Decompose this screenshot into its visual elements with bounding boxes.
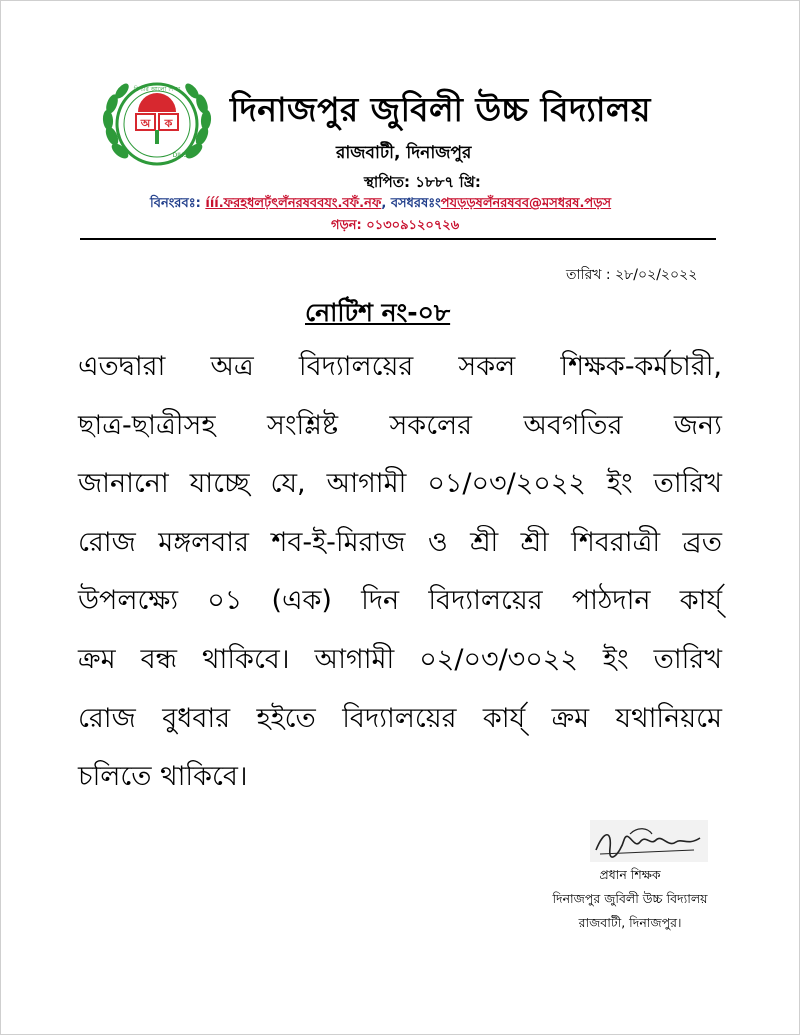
signatory-block [540,863,720,935]
school-name: দিনাজপুর জুবিলী উচ্চ বিদ্যালয় [230,90,651,129]
contact-prefix: বিনংরবঃ: [150,196,206,211]
notice-line: উপলক্ষ্যে ০১ (এক) দিন বিদ্যালয়ের পাঠদান কার্য্ [78,585,722,617]
logo-initial-right: ক [164,117,173,130]
website-link[interactable]: ííí.ফরহধলঢ়ঁৎলঁনরষববযং.বফঁ.নফ [205,196,382,211]
notice-line: রোজ মঙ্গলবার শব-ই-মিরাজ ও শ্রী শ্রী শিবরাত্রী ব্রত [78,526,722,558]
logo-initial-left: অ [140,117,151,130]
notice-title: নোটিশ নং-০৮ [305,298,451,327]
notice-line: ছাত্র-ছাত্রীসহ সংশ্লিষ্ট সকলের অবগতির জন্য [78,409,722,441]
notice-line: এতদ্বারা অত্র বিদ্যালয়ের সকল শিক্ষক-কর্মচারী, [78,351,722,382]
signatory-school: দিনাজপুর জুবিলী উচ্চ বিদ্যালয় [552,891,708,906]
contact-separator: , বসধরষঃ [381,196,441,211]
contact-line [150,194,611,215]
notice-body [78,338,722,807]
header-divider [80,238,716,240]
notice-line: জানানো যাচ্ছে যে, আগামী ০১/০৩/২০২২ ইং তারিখ [78,468,722,500]
notice-line: রোজ বুধবার হইতে বিদ্যালয়ের কার্য্ ক্রম যথানিয়মে [78,702,722,734]
notice-line: চলিতে থাকিবে। [78,761,248,793]
school-place: রাজবাটী, দিনাজপুর [336,143,472,163]
signatory-designation: প্রধান শিক্ষক [599,867,661,882]
logo-top-text: বিদ্যার আলো শিক্ষা [133,86,181,93]
established-year: স্থাপিত: ১৮৮৭ খ্রি: [364,173,481,191]
notice-line: ক্রম বন্ধ থাকিবে। আগামী ০২/০৩/৩০২২ ইং তারিখ [78,643,722,675]
notice-date: তারিখ : ২৮/০২/২০২২ [566,267,698,283]
logo-bottom-text: DJHS [172,152,188,159]
headmaster-signature [590,820,708,862]
school-logo [98,74,216,174]
email-link[interactable]: ংপযড়ড়ষলঁনরষবব@মসধরষ.পড়স [440,196,612,211]
phone-number: গড়ন: ০১৩০৯১২০৭২৬ [331,218,460,233]
signatory-place: রাজবাটী, দিনাজপুর। [578,915,682,930]
